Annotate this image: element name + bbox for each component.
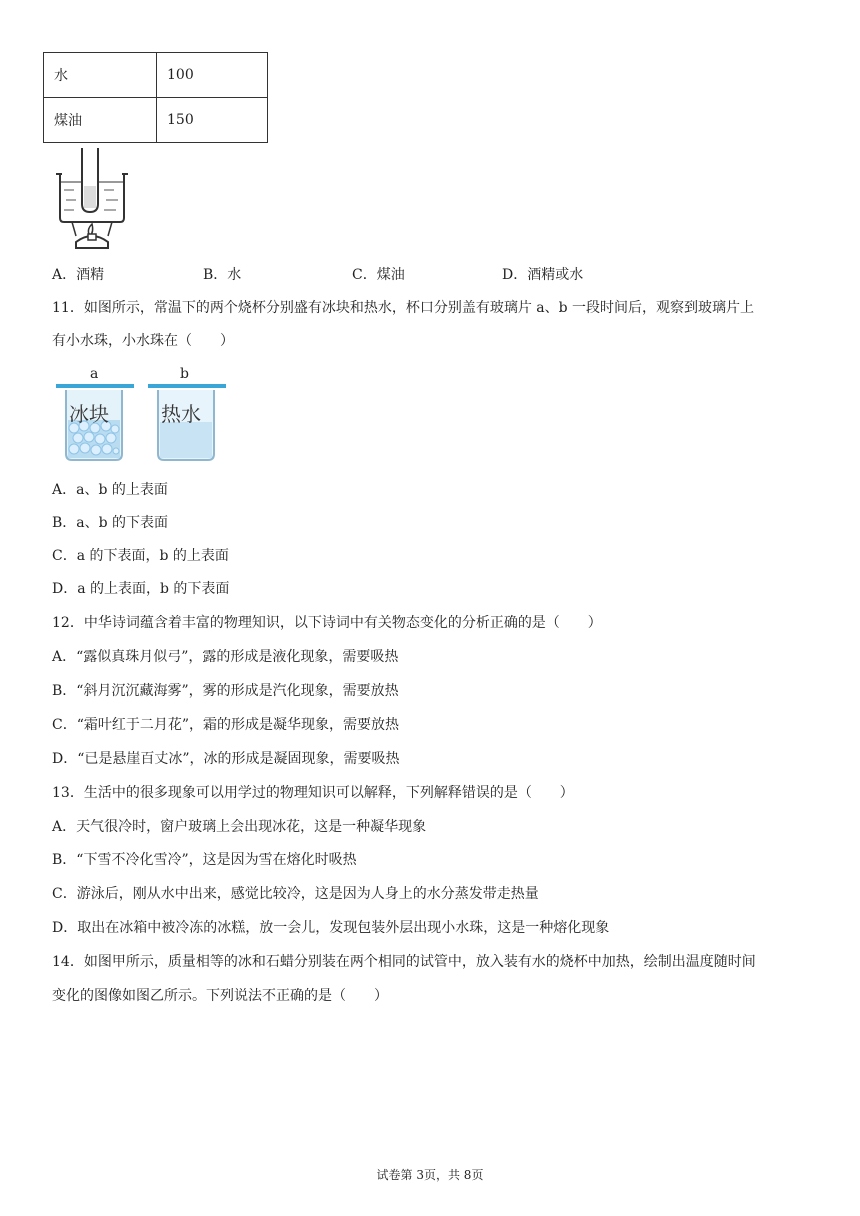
table-cell-value: 150	[157, 98, 268, 143]
glass-label-a: a	[90, 366, 99, 382]
q11-option-a: A．a、b 的上表面	[52, 482, 168, 498]
q11-stem-line1: 11．如图所示，常温下的两个烧杯分别盛有冰块和热水，杯口分别盖有玻璃片 a、b 一段时间后，观察到玻璃片上	[52, 300, 755, 316]
q12-option-c: C．“霜叶红于二月花”，霜的形成是凝华现象，需要放热	[52, 717, 400, 733]
q11-stem-line2: 有小水珠，小水珠在（ ）	[52, 333, 234, 349]
q10-option-a: A．酒精	[52, 267, 105, 283]
beakers-figure	[52, 368, 232, 464]
q12-option-d: D．“已是悬崖百丈冰”，冰的形成是凝固现象，需要吸热	[52, 751, 400, 767]
q10-option-b: B．水	[203, 267, 242, 283]
beaker-b-label: 热水	[161, 402, 201, 426]
beaker-a-label: 冰块	[69, 402, 109, 426]
q10-option-c: C．煤油	[352, 267, 405, 283]
table-cell-value: 100	[157, 53, 268, 98]
table-cell-substance: 煤油	[44, 98, 157, 143]
q14-stem-line1: 14．如图甲所示，质量相等的冰和石蜡分别装在两个相同的试管中，放入装有水的烧杯中加热，绘制出温度随时间	[52, 954, 756, 970]
q12-option-b: B．“斜月沉沉藏海雾”，雾的形成是汽化现象，需要放热	[52, 683, 399, 699]
heating-apparatus-figure	[52, 148, 132, 252]
q11-option-b: B．a、b 的下表面	[52, 515, 169, 531]
q11-option-d: D．a 的上表面，b 的下表面	[52, 581, 230, 597]
table-cell-substance: 水	[44, 53, 157, 98]
q14-stem-line2: 变化的图像如图乙所示。下列说法不正确的是（ ）	[52, 988, 388, 1004]
q12-option-a: A．“露似真珠月似弓”，露的形成是液化现象，需要吸热	[52, 649, 399, 665]
q13-stem: 13．生活中的很多现象可以用学过的物理知识可以解释，下列解释错误的是（ ）	[52, 785, 574, 801]
q10-option-d: D．酒精或水	[502, 267, 584, 283]
data-table	[43, 52, 268, 143]
q12-stem: 12．中华诗词蕴含着丰富的物理知识，以下诗词中有关物态变化的分析正确的是（ ）	[52, 615, 602, 631]
glass-label-b: b	[180, 366, 189, 382]
q13-option-c: C．游泳后，刚从水中出来，感觉比较冷，这是因为人身上的水分蒸发带走热量	[52, 886, 539, 902]
q13-option-a: A．天气很冷时，窗户玻璃上会出现冰花，这是一种凝华现象	[52, 819, 427, 835]
q13-option-b: B．“下雪不冷化雪冷”，这是因为雪在熔化时吸热	[52, 852, 357, 868]
table-row	[44, 53, 268, 98]
q13-option-d: D．取出在冰箱中被冷冻的冰糕，放一会儿，发现包装外层出现小水珠，这是一种熔化现象	[52, 920, 610, 936]
q11-option-c: C．a 的下表面，b 的上表面	[52, 548, 229, 564]
page-footer: 试卷第 3页，共 8页	[376, 1168, 484, 1182]
table-row	[44, 98, 268, 143]
